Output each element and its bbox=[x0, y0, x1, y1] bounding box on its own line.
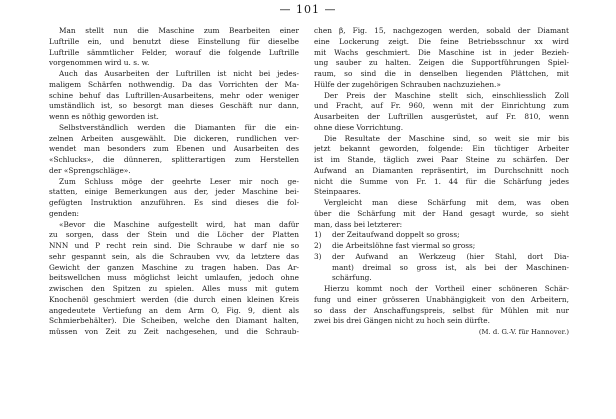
text-line: Zum Schluss möge der geehrte Leser mir noch ge- bbox=[59, 176, 299, 186]
text-line: Aufwand an Diamanten repräsentirt, im Durchschnitt noch bbox=[314, 165, 569, 175]
text-line: gefügten Instruktion anzuführen. Es sind dieses die fol- bbox=[49, 198, 299, 207]
text-line: Selbstverständlich werden die Diamanten für die ein- bbox=[59, 122, 299, 132]
left-column bbox=[49, 26, 299, 338]
text-line: umständlich ist, so besorgt man dieses Geschäft nur dann, bbox=[49, 101, 299, 111]
list-item-text: der Zeitaufwand doppelt so gross; bbox=[332, 230, 460, 240]
text-line: über die Schärfung mit der Hand gesagt wurde, so sieht bbox=[314, 208, 569, 218]
text-line: angedeutete Vertiefung an dem Arm O, Fig. 9, dient als bbox=[49, 305, 299, 315]
text-line: Gewicht der ganzen Maschine zu tragen haben. Das Ar- bbox=[49, 262, 299, 272]
text-line: so dass der Anschaffungspreis, selbst für Mühlen mit nur bbox=[314, 305, 569, 315]
text-line: man, dass bei letzterer: bbox=[314, 219, 403, 229]
text-line: Luftrille ein, und benutzt diese Einstellung für dieselbe bbox=[49, 36, 299, 46]
text-line: statten, einige Bemerkungen aus der, jeder Maschine bei- bbox=[49, 187, 299, 197]
text-line: eine Lockerung zeigt. Die feine Betriebsschnur xx wird bbox=[314, 36, 569, 46]
list-item-text: die Arbeitslöhne fast viermal so gross; bbox=[332, 241, 476, 250]
text-line: genden: bbox=[49, 208, 80, 218]
text-line: chen β, Fig. 15, nachgezogen werden, sobald der Diamant bbox=[314, 26, 569, 35]
text-line: Hülfe der zugehörigen Schrauben nachzuziehen.» bbox=[314, 79, 501, 89]
text-line: ohne diese Vorrichtung. bbox=[314, 122, 404, 132]
text-line: jetzt bekannt geworden, folgende: Ein tüchtiger Arbeiter bbox=[314, 144, 569, 154]
text-line: NNN und P recht rein sind. Die Schraube w darf nie so bbox=[49, 241, 299, 250]
text-line: Die Resultate der Maschine sind, so weit sie mir bis bbox=[324, 133, 569, 143]
text-line: nicht die Summe von Fr. 1. 44 für die Schärfung jedes bbox=[314, 176, 569, 186]
text-line: vorgenommen wird u. s. w. bbox=[49, 58, 150, 68]
text-line: ung sauber zu halten. Zeigen die Supportführungen Spiel- bbox=[314, 58, 569, 68]
text-line: zelnen Arbeiten ausgewählt. Die dickeren, rundlichen ver- bbox=[49, 133, 299, 143]
text-line: Ausarbeiten der Luftrillen ausgerüstet, auf Fr. 810, wenn bbox=[314, 112, 569, 121]
text-line: der «Sprengschläge». bbox=[49, 165, 131, 175]
text-line: zwei bis drei Gängen nicht zu hoch sein dürfte. bbox=[314, 316, 490, 326]
text-line: müssen von Zeit zu Zeit nachgesehen, und die Schraub- bbox=[49, 327, 299, 336]
text-line: sehr gespannt sein, als die Schrauben vvv, da letztere das bbox=[49, 251, 299, 261]
list-number: 1) bbox=[314, 230, 322, 240]
text-line: maligem Schärfen nothwendig. Da das Vorrichten der Ma- bbox=[49, 79, 299, 89]
list-item bbox=[314, 241, 569, 252]
text-line: ist im Stande, täglich zwei Paar Steine zu schärfen. Der bbox=[314, 155, 569, 164]
text-line: Steinpaares. bbox=[314, 187, 361, 197]
text-line: Vergleicht man diese Schärfung mit dem, was oben bbox=[324, 198, 569, 207]
text-line: schine behuf das Luftrillen-Ausarbeitens, mehr oder weniger bbox=[49, 90, 299, 100]
text-line: Knochenöl geschmiert werden (die durch einen kleinen Kreis bbox=[49, 294, 299, 304]
list-item-text: der Aufwand an Werkzeug (hier Stahl, dort Dia- bbox=[332, 251, 569, 261]
text-line: wenn es nöthig geworden ist. bbox=[49, 112, 159, 121]
text-line: fung und einer grösseren Unabhängigkeit von den Arbeitern, bbox=[314, 294, 569, 304]
source-attribution: (M. d. G.-V. für Hannover.) bbox=[478, 328, 569, 336]
text-line: Luftrille sämmtlicher Felder, worauf die folgende Luftrille bbox=[49, 47, 299, 57]
list-number: 2) bbox=[314, 241, 322, 250]
list-item-text: schärfung. bbox=[332, 273, 372, 283]
text-line: zwischen den Spitzen zu spielen. Alles muss mit gutem bbox=[49, 284, 299, 293]
list-item-text: mant) dreimal so gross ist, als bei der Maschinen- bbox=[332, 262, 569, 272]
text-line: Hierzu kommt noch der Vortheil einer schöneren Schär- bbox=[324, 284, 569, 293]
text-line: Auch das Ausarbeiten der Luftrillen ist nicht bei jedes- bbox=[59, 69, 299, 78]
text-line: «Schlucks», die dünneren, splitterartigen zum Herstellen bbox=[49, 155, 299, 164]
right-column bbox=[314, 26, 569, 338]
text-line: mit Wachs geschmiert. Die Maschine ist in jeder Bezieh- bbox=[314, 47, 569, 57]
text-line: und Fracht, auf Fr. 960, wenn mit der Einrichtung zum bbox=[314, 101, 569, 111]
list-number: 3) bbox=[314, 251, 322, 261]
text-line: «Bevor die Maschine aufgestellt wird, hat man dafür bbox=[59, 219, 299, 229]
text-line: wendet man besonders zum Ebenen und Ausarbeiten des bbox=[49, 144, 299, 154]
text-line: Der Preis der Maschine stellt sich, einschliesslich Zoll bbox=[324, 90, 569, 100]
text-line: Man stellt nun die Maschine zum Bearbeiten einer bbox=[59, 26, 299, 35]
text-line: Schmierbehälter). Die Scheiben, welche den Diamant halten, bbox=[49, 316, 299, 326]
list-item bbox=[314, 252, 569, 284]
text-line: zu sorgen, dass der Stein und die Löcher der Platten bbox=[49, 230, 299, 240]
text-line: beitswellchen muss möglichst leicht umlaufen, jedoch ohne bbox=[49, 273, 299, 283]
text-line: raum, so sind die in denselben liegenden Plättchen, mit bbox=[314, 69, 569, 78]
list-item bbox=[314, 230, 569, 241]
page-number-header: — 101 — bbox=[279, 3, 337, 16]
